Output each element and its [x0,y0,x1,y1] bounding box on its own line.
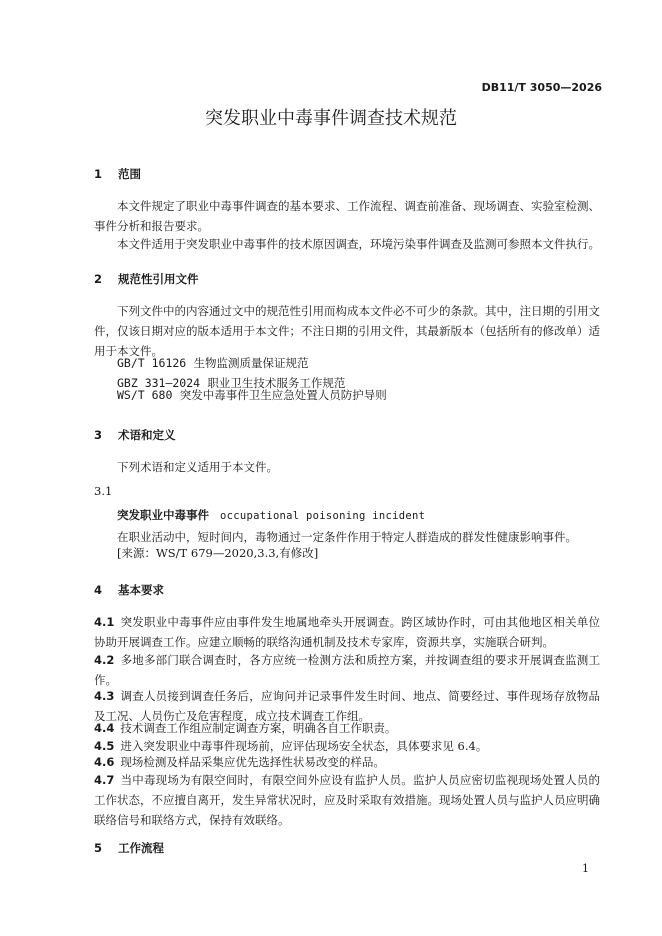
section-title: 术语和定义 [118,428,176,442]
clause-text: 技术调查工作组应制定调查方案，明确各自工作职责。 [120,721,397,735]
section-3-heading [94,427,176,443]
term-source: [来源：WS/T 679—2020,3.3,有修改] [117,546,319,560]
clause-text: 调查人员接到调查任务后，应询问并记录事件发生时间、地点、简要经过、事件现场存放物品及工况、人员伤亡及危害程度，成立技术调查工作组。 [94,689,600,723]
section-4-heading [94,582,164,598]
reference-code: WS/T 680 [117,388,173,402]
section-3-intro: 下列术语和定义适用于本文件。 [117,460,278,474]
reference-title: 职业卫生技术服务工作规范 [207,376,346,390]
term-definition: 在职业活动中，短时间内，毒物通过一定条件作用于特定人群造成的群发性健康影响事件。 [117,530,577,544]
clause-4-4 [94,718,600,738]
clause-text: 突发职业中毒事件应由事件发生地属地牵头开展调查。跨区域协作时，可由其他地区相关单位协助开展调查工作。应建立顺畅的联络沟通机制及技术专家库，资源共享，实施联合研判。 [94,615,600,649]
section-2-intro: 下列文件中的内容通过文中的规范性引用而构成本文件必不可少的条款。其中，注日期的引用文件，仅该日期对应的版本适用于本文件；不注日期的引用文件，其最新版本（包括所有的修改单）适用于本文件。 [94,304,600,358]
reference-title: 突发中毒事件卫生应急处置人员防护导则 [179,388,387,402]
section-title: 规范性引用文件 [118,272,199,286]
section-number: 4 [94,583,103,597]
section-number: 2 [94,272,103,286]
clause-text: 现场检测及样品采集应优先选择性状易改变的样品。 [120,755,385,769]
section-number: 1 [94,167,103,181]
section-2-heading [94,271,199,287]
term-english: occupational poisoning incident [219,510,426,522]
section-1-heading [94,166,141,182]
section-number: 5 [94,841,103,855]
clause-text: 当中毒现场为有限空间时，有限空间外应设有监护人员。监护人员应密切监视现场处置人员的工作状态，不应擅自离开，发生异常状况时，应及时采取有效措施。现场处置人员与监护人员应明确联络信号和联络方式，保持有效联络。 [94,773,600,827]
clause-4-6 [94,752,600,772]
page-number: 1 [582,862,589,875]
term-chinese: 突发职业中毒事件 [117,508,209,522]
document-title: 突发职业中毒事件调查技术规范 [205,108,457,129]
clause-text: 多地多部门联合调查时，各方应统一检测方法和质控方案，并按调查组的要求开展调查监测工作。 [94,653,600,687]
section-title: 基本要求 [118,583,164,597]
section-title: 工作流程 [118,841,164,855]
reference-item [117,355,309,371]
clause-number: 4.4 [94,721,115,735]
clause-number: 4.5 [94,739,115,753]
section-1-paragraph-1: 本文件规定了职业中毒事件调查的基本要求、工作流程、调查前准备、现场调查、实验室检测、事件分析和报告要求。 [94,199,600,233]
section-1-paragraph-2: 本文件适用于突发职业中毒事件的技术原因调查，环境污染事件调查及监测可参照本文件执行。 [117,237,600,251]
clause-4-1 [94,612,600,652]
clause-number: 4.3 [94,689,115,703]
clause-number: 4.2 [94,653,115,667]
clause-4-2 [94,650,600,690]
reference-code: GB/T 16126 [117,356,187,370]
clause-text: 进入突发职业中毒事件现场前，应评估现场安全状态，具体要求见 6.4。 [120,739,488,753]
reference-code: GBZ 331—2024 [117,376,201,390]
clause-4-7 [94,770,600,830]
reference-item [117,387,387,403]
clause-number: 4.7 [94,773,115,787]
term-number: 3.1 [94,484,113,498]
section-title: 范围 [118,167,141,181]
section-number: 3 [94,428,103,442]
clause-number: 4.6 [94,755,115,769]
section-5-heading [94,840,164,856]
reference-title: 生物监测质量保证规范 [193,356,309,370]
term-entry [117,507,425,523]
clause-number: 4.1 [94,615,115,629]
standard-code: DB11/T 3050—2026 [481,81,602,94]
